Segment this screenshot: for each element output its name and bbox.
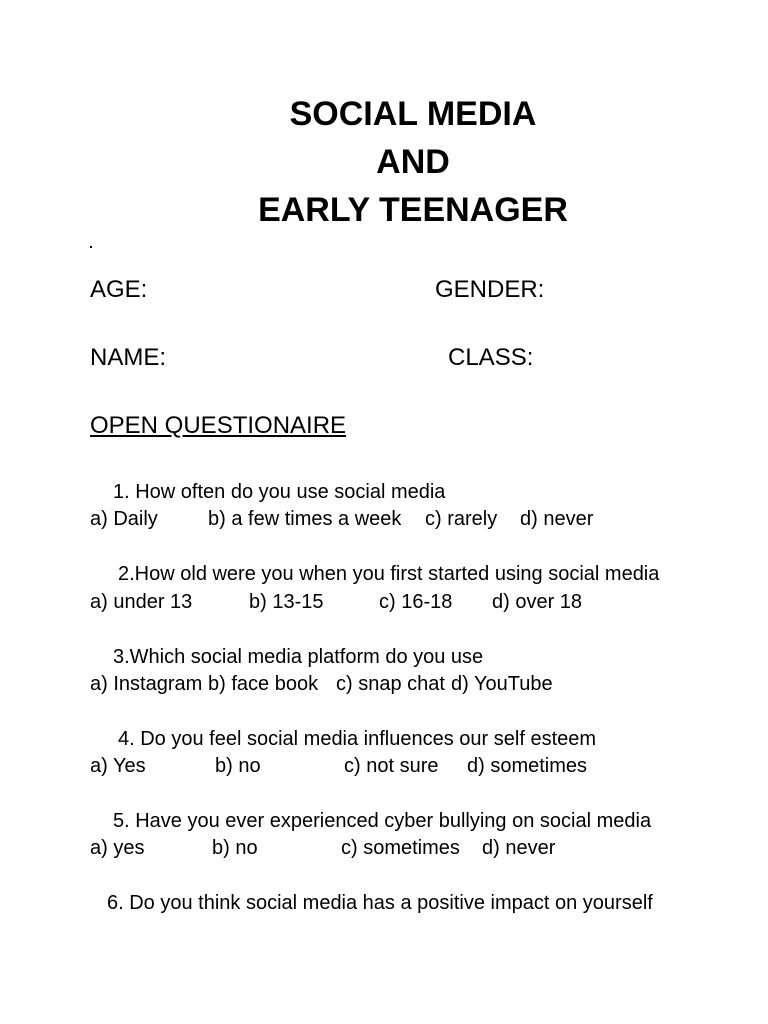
q1-option-b: b) a few times a week (208, 508, 402, 530)
question-1: 1. How often do you use social media (113, 481, 446, 503)
q2-option-c: c) 16-18 (379, 591, 453, 613)
q3-option-b: b) face book (208, 673, 319, 695)
question-3: 3.Which social media platform do you use (113, 646, 484, 668)
gender-label: GENDER: (435, 276, 545, 303)
q3-option-d: d) YouTube (451, 673, 553, 695)
title-line-2: AND (376, 143, 450, 181)
title-line-3: EARLY TEENAGER (258, 191, 568, 229)
question-2: 2.How old were you when you first started using social media (118, 563, 660, 585)
q2-option-b: b) 13-15 (249, 591, 324, 613)
section-heading: OPEN QUESTIONAIRE (90, 412, 347, 439)
q5-option-b: b) no (212, 837, 258, 859)
age-label: AGE: (90, 276, 148, 303)
question-4: 4. Do you feel social media influences our self esteem (118, 728, 597, 750)
q1-option-a: a) Daily (90, 508, 158, 530)
q2-option-d: d) over 18 (492, 591, 583, 613)
q4-option-a: a) Yes (90, 755, 146, 777)
q1-option-c: c) rarely (425, 508, 498, 530)
q2-option-a: a) under 13 (90, 591, 193, 613)
q4-option-b: b) no (215, 755, 261, 777)
question-5: 5. Have you ever experienced cyber bullying on social media (113, 810, 652, 832)
name-label: NAME: (90, 344, 167, 371)
q5-option-d: d) never (482, 837, 556, 859)
q5-option-c: c) sometimes (341, 837, 460, 859)
class-label: CLASS: (448, 344, 534, 371)
q1-option-d: d) never (520, 508, 594, 530)
q4-option-d: d) sometimes (467, 755, 588, 777)
q3-option-a: a) Instagram (90, 673, 203, 695)
q5-option-a: a) yes (90, 837, 145, 859)
q4-option-c: c) not sure (344, 755, 439, 777)
stray-dot (90, 246, 92, 248)
q3-option-c: c) snap chat (336, 673, 445, 695)
title-line-1: SOCIAL MEDIA (289, 95, 537, 133)
question-6: 6. Do you think social media has a positive impact on yourself (107, 892, 653, 914)
